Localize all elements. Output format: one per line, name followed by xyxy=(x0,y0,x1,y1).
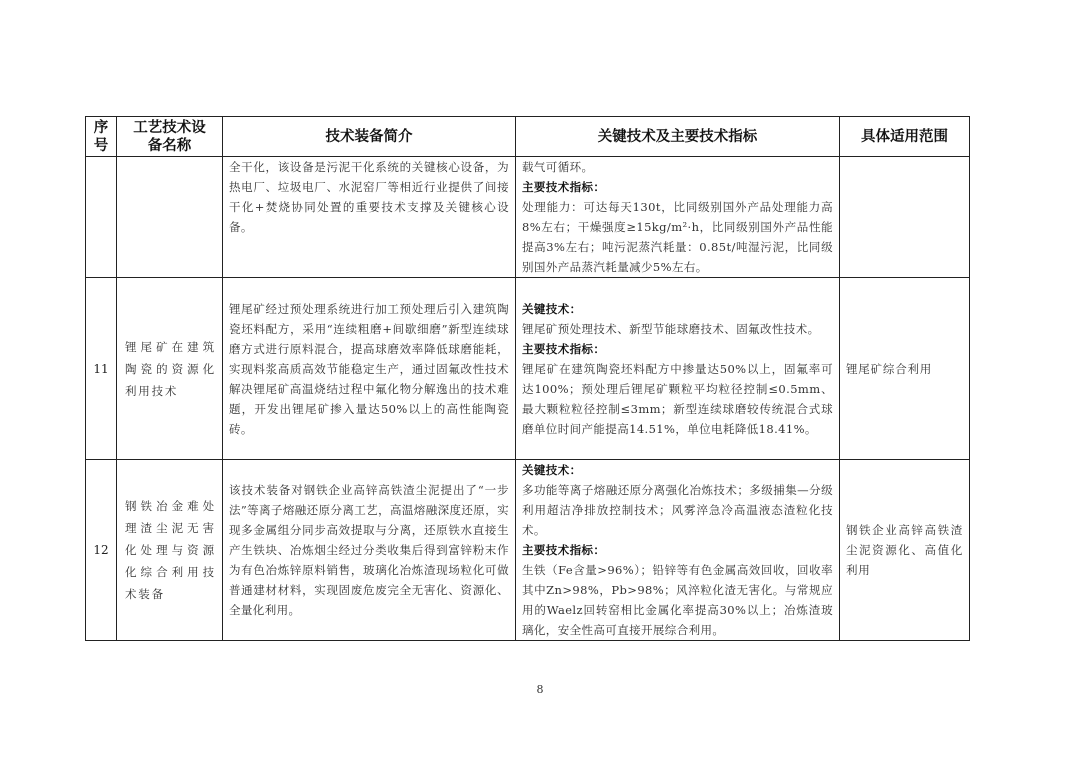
header-scope: 具体适用范围 xyxy=(840,117,970,157)
row-serial-number: 12 xyxy=(86,460,117,641)
row-key-indicator-label: 主要技术指标： xyxy=(522,543,606,557)
row-scope: 锂尾矿综合利用 xyxy=(840,278,970,460)
row-intro xyxy=(223,460,516,641)
row-equipment-name xyxy=(117,157,223,278)
row-key-indicator-text: 生铁（Fe含量>96%）；铅锌等有色金属高效回收，回收率其中Zn>98%，Pb>98%；风淬粒化渣无害化。与常规应用的Waelz回转窑相比金属化率提高30%以上；冶炼渣玻璃化，安全性高可直接开展综合利用。 xyxy=(522,563,833,637)
row-equipment-name: 锂尾矿在建筑陶瓷的资源化利用技术 xyxy=(117,278,223,460)
row-scope: 钢铁企业高锌高铁渣尘泥资源化、高值化利用 xyxy=(840,460,970,641)
header-serial-number: 序号 xyxy=(86,117,117,157)
table-row xyxy=(86,157,970,278)
row-key-tech xyxy=(516,278,840,460)
page-number: 8 xyxy=(536,683,544,696)
header-equipment-name: 工艺技术设备名称 xyxy=(117,117,223,157)
row-equipment-name: 钢铁冶金难处理渣尘泥无害化处理与资源化综合利用技术装备 xyxy=(117,460,223,641)
row-intro-text: 锂尾矿经过预处理系统进行加工预处理后引入建筑陶瓷坯料配方，采用“连续粗磨+间歇细磨”新型连续球磨方式进行原料混合，提高球磨效率降低球磨能耗，实现料浆高质高效节能稳定生产，通过固氟改性技术解决锂尾矿高温烧结过程中氟化物分解逸出的技术难题，开发出锂尾矿掺入量达50%以上的高性能陶瓷砖。 xyxy=(229,301,509,436)
header-intro: 技术装备简介 xyxy=(223,117,516,157)
row-key-indicator-label: 主要技术指标： xyxy=(522,341,606,356)
row-key-tech xyxy=(516,460,840,641)
row-key-tech xyxy=(516,157,840,278)
row-key-indicator-text: 处理能力：可达每天130t，比同级别国外产品处理能力高8%左右；干燥强度≥15kg/m²·h，比同级别国外产品性能提高3%左右；吨污泥蒸汽耗量：0.85t/吨湿污泥，比同级别国外产品蒸汽耗量减少5%左右。 xyxy=(522,200,833,274)
row-intro xyxy=(223,157,516,278)
row-key-tech-text: 锂尾矿预处理技术、新型节能球磨技术、固氟改性技术。 xyxy=(522,321,820,336)
row-serial-number: 11 xyxy=(86,278,117,460)
technology-table xyxy=(85,116,970,641)
table-header-row xyxy=(86,117,970,157)
row-key-indicator-text: 锂尾矿在建筑陶瓷坯料配方中掺量达50%以上，固氟率可达100%；预处理后锂尾矿颗粒平均粒径控制≤0.5mm、最大颗粒粒径控制≤3mm；新型连续球磨较传统混合式球磨单位时间产能提高14.51%，单位电耗降低18.41%。 xyxy=(522,361,833,436)
table-row xyxy=(86,278,970,460)
row-intro-text: 该技术装备对钢铁企业高锌高铁渣尘泥提出了“一步法”等离子熔融还原分离工艺，高温熔融深度还原，实现多金属组分同步高效提取与分离，还原铁水直接生产生铁块、冶炼烟尘经过分类收集后得到富锌粉末作为有色冶炼锌原料销售，玻璃化冶炼渣现场粒化可做普通建材材料，实现固废危废完全无害化、资源化、全量化利用。 xyxy=(229,483,509,617)
row-key-tech-label: 关键技术： xyxy=(522,301,582,316)
row-key-tech-text: 多功能等离子熔融还原分离强化冶炼技术；多级捕集—分级利用超洁净排放控制技术；风雾淬急冷高温液态渣粒化技术。 xyxy=(522,483,833,537)
row-key-tech-label: 关键技术： xyxy=(522,463,582,477)
table-row xyxy=(86,460,970,641)
row-key-indicator-label: 主要技术指标： xyxy=(522,180,606,194)
row-intro xyxy=(223,278,516,460)
row-scope xyxy=(840,157,970,278)
header-key-tech: 关键技术及主要技术指标 xyxy=(516,117,840,157)
row-key-pre: 载气可循环。 xyxy=(522,160,594,174)
row-intro-text: 全干化，该设备是污泥干化系统的关键核心设备，为热电厂、垃圾电厂、水泥窑厂等相近行业提供了间接干化+焚烧协同处置的重要技术支撑及关键核心设备。 xyxy=(229,160,509,234)
row-serial-number xyxy=(86,157,117,278)
